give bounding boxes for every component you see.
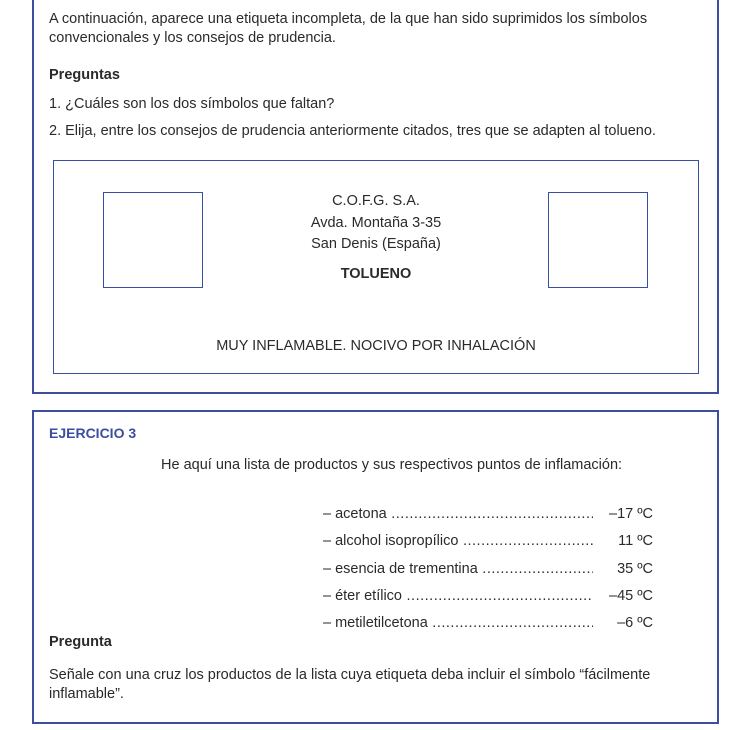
label-product: TOLUENO — [340, 266, 412, 282]
exercise-3-question: Señale con una cruz los productos de la lista cuya etiqueta deba incluir el símbolo “fácilmente inflamable”. — [49, 667, 651, 702]
label-city: San Denis (España) — [311, 236, 441, 252]
exercise-3-intro: He aquí una lista de productos y sus respectivos puntos de inflamación: — [161, 457, 623, 473]
exercise-2-intro: A continuación, aparece una etiqueta incompleta, de la que han sido suprimidos los símbolos convencionales y los consejos de prudencia. — [49, 11, 648, 46]
flash-point: –17 ºC — [609, 506, 653, 522]
product-name: – acetona ..... — [323, 505, 593, 524]
label-address: Avda. Montaña 3-35 — [310, 215, 442, 231]
label-company: C.O.F.G. S.A. — [332, 193, 420, 209]
question-heading: Pregunta — [49, 634, 112, 650]
product-name: – esencia de trementina ..... — [323, 560, 593, 579]
flash-point: 11 ºC — [618, 533, 653, 549]
flash-point: –6 ºC — [617, 615, 653, 631]
questions-heading: Preguntas — [49, 67, 120, 83]
flash-point: 35 ºC — [617, 561, 653, 577]
product-name: – éter etílico ..... — [323, 587, 593, 606]
flash-point: –45 ºC — [609, 588, 653, 604]
label-warning: MUY INFLAMABLE. NOCIVO POR INHALACIÓN — [216, 338, 536, 354]
incomplete-label — [53, 160, 699, 374]
question-2: 2. Elija, entre los consejos de prudencia anteriormente citados, tres que se adapten al tolueno. — [49, 123, 656, 139]
product-name: – metiletilcetona ..... — [323, 614, 593, 633]
question-1: 1. ¿Cuáles son los dos símbolos que faltan? — [49, 96, 335, 112]
exercise-3-title: EJERCICIO 3 — [49, 425, 137, 441]
product-name: – alcohol isopropílico ..... — [323, 532, 593, 551]
